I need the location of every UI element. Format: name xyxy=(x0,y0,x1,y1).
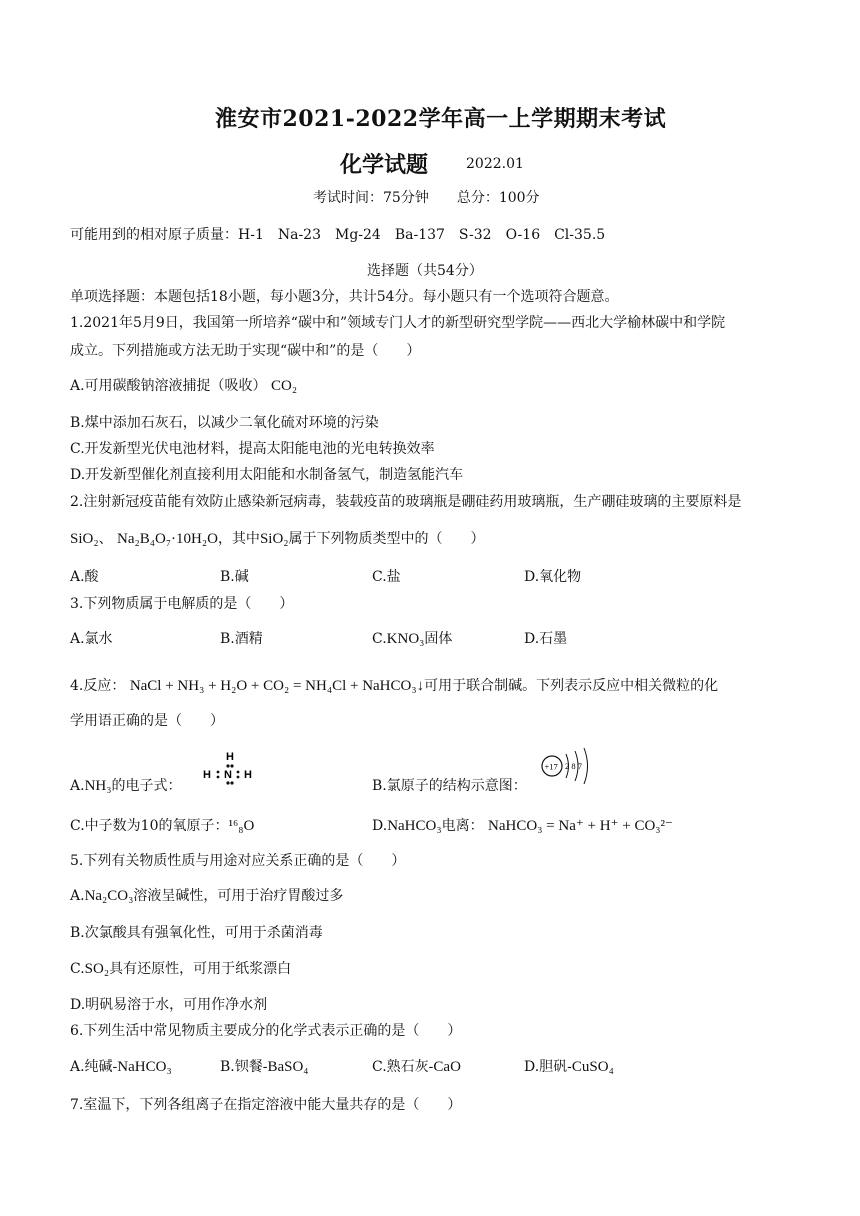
q2-option-c: C.盐 xyxy=(372,569,401,585)
q3-option-c xyxy=(372,630,452,648)
q6-option-d-formula: CuSO₄ xyxy=(571,1059,614,1075)
q6-option-c xyxy=(372,1058,461,1076)
q5-option-a-formula: Na₂CO₃ xyxy=(84,888,134,904)
q4-option-a-prefix: A. xyxy=(70,778,85,794)
q5-stem: 5.下列有关物质性质与用途对应关系正确的是（ ） xyxy=(70,853,406,869)
q6-option-c-prefix: C.熟石灰- xyxy=(372,1059,434,1075)
q4-option-a-suffix: 的电子式： xyxy=(111,778,182,794)
page-subtitle: 化学试题 xyxy=(340,152,429,178)
q1-option-d: D.开发新型催化剂直接利用太阳能和水制备氢气，制造氢能汽车 xyxy=(70,467,464,483)
q4-stem-suffix: 可用于联合制碱。下列表示反应中相关微粒的化 xyxy=(424,678,719,694)
q6-option-d-prefix: D.胆矾- xyxy=(524,1059,572,1075)
q1-option-b: B.煤中添加石灰石，以减少二氧化硫对环境的污染 xyxy=(70,415,379,431)
q2-option-b: B.碱 xyxy=(220,569,249,585)
q2-option-d: D.氧化物 xyxy=(524,569,582,585)
q6-option-a-formula: NaHCO₃ xyxy=(117,1059,172,1075)
q4-stem-line1 xyxy=(70,677,718,695)
q6-option-b-formula: BaSO₄ xyxy=(267,1059,309,1075)
q6-option-a-prefix: A.纯碱- xyxy=(70,1059,118,1075)
q4-option-d xyxy=(372,817,673,835)
q4-option-a xyxy=(70,777,181,795)
q2-stem-line1: 2.注射新冠疫苗能有效防止感染新冠病毒，装载疫苗的玻璃瓶是硼硅药用玻璃瓶，生产硼硅玻璃的主要原料是 xyxy=(70,494,742,510)
q5-option-c-suffix: 具有还原性，可用于纸浆漂白 xyxy=(109,961,292,977)
nh3-electron-dot-icon xyxy=(198,748,268,792)
q5-option-c-formula: SO₂ xyxy=(84,961,110,977)
q5-option-a xyxy=(70,887,343,905)
section-heading: 选择题（共54分） xyxy=(367,263,483,279)
q6-option-a xyxy=(70,1058,172,1076)
q5-option-a-suffix: 溶液呈碱性，可用于治疗胃酸过多 xyxy=(133,888,344,904)
q2-tail: 属于下列物质类型中的（ ） xyxy=(288,531,485,547)
q5-option-d: D.明矾易溶于水，可用作净水剂 xyxy=(70,997,268,1013)
exam-info: 考试时间：75分钟 总分：100分 xyxy=(313,190,540,206)
q3-option-c-prefix: C. xyxy=(372,631,387,647)
q4-option-a-formula: NH₃ xyxy=(84,778,112,794)
exam-date: 2022.01 xyxy=(466,156,524,172)
q4-stem-prefix: 4.反应： xyxy=(70,678,126,694)
q4-stem-line2: 学用语正确的是（ ） xyxy=(70,713,224,729)
section-instructions: 单项选择题：本题包括18小题，每小题3分，共计54分。每小题只有一个选项符合题意。 xyxy=(70,289,619,305)
q4-option-c xyxy=(70,817,254,835)
q6-option-b-prefix: B.钡餐- xyxy=(220,1059,268,1075)
q3-option-c-suffix: 固体 xyxy=(424,631,453,647)
q5-option-c-prefix: C. xyxy=(70,961,85,977)
q7-stem: 7.室温下，下列各组离子在指定溶液中能大量共存的是（ ） xyxy=(70,1097,462,1113)
q3-option-d: D.石墨 xyxy=(524,631,568,647)
cl-atom-structure-icon xyxy=(536,742,598,784)
q6-option-d xyxy=(524,1058,614,1076)
q6-option-c-formula: CaO xyxy=(433,1059,461,1075)
q1-option-a xyxy=(70,377,297,395)
q6-option-b xyxy=(220,1058,309,1076)
q3-option-c-formula: KNO₃ xyxy=(386,631,425,647)
svg-text:H: H xyxy=(203,769,211,781)
cl-shell-counts: 2 8 7 xyxy=(565,761,582,771)
atomic-mass-line: 可能用到的相对原子质量：H-1 Na-23 Mg-24 Ba-137 S-32 O-16 Cl-35.5 xyxy=(70,227,606,243)
q4-option-c-prefix: C.中子数为10的氧原子： xyxy=(70,818,229,834)
cl-nucleus-label: +17 xyxy=(544,761,558,772)
q3-stem: 3.下列物质属于电解质的是（ ） xyxy=(70,596,294,612)
q4-option-b: B.氯原子的结构示意图： xyxy=(372,778,527,794)
q3-option-b: B.酒精 xyxy=(220,631,263,647)
q4-option-d-formula: NaHCO₃ xyxy=(387,818,442,834)
q4-option-d-mid: 电离： xyxy=(441,818,484,834)
q4-option-d-equation: NaHCO₃ = Na⁺ + H⁺ + CO₃²⁻ xyxy=(488,818,673,834)
q2-stem-line2 xyxy=(70,530,485,548)
nh3-top-h: H xyxy=(226,751,234,763)
q5-option-b: B.次氯酸具有强氧化性，可用于杀菌消毒 xyxy=(70,925,323,941)
page-title: 淮安市2021-2022学年高一上学期期末考试 xyxy=(215,106,667,132)
q1-option-a-formula: CO₂ xyxy=(271,378,298,394)
q2-mid: ，其中 xyxy=(217,531,260,547)
svg-text:H: H xyxy=(244,769,252,781)
q5-option-c xyxy=(70,960,291,978)
q2-formula-borax: Na₂B₄O₇·10H₂O xyxy=(117,531,218,547)
q1-stem-line2: 成立。下列措施或方法无助于实现“碳中和”的是（ ） xyxy=(70,343,421,359)
svg-text:N: N xyxy=(224,769,232,781)
q2-formula-sio2-2: SiO₂ xyxy=(259,531,289,547)
q4-option-d-prefix: D. xyxy=(372,818,388,834)
q1-option-a-text: A.可用碳酸钠溶液捕捉（吸收） xyxy=(70,378,267,394)
q4-equation: NaCl + NH₃ + H₂O + CO₂ = NH₄Cl + NaHCO₃↓ xyxy=(129,678,425,694)
q4-option-c-formula: ¹⁶₈O xyxy=(228,818,255,834)
q1-stem-line1: 1.2021年5月9日，我国第一所培养“碳中和”领域专门人才的新型研究型学院——西北大学榆林碳中和学院 xyxy=(70,315,726,331)
q5-option-a-prefix: A. xyxy=(70,888,85,904)
q6-stem: 6.下列生活中常见物质主要成分的化学式表示正确的是（ ） xyxy=(70,1023,462,1039)
q2-formula-sio2: SiO₂ xyxy=(70,531,99,547)
q1-option-c: C.开发新型光伏电池材料，提高太阳能电池的光电转换效率 xyxy=(70,441,435,457)
q2-separator: 、 xyxy=(98,531,113,547)
q3-option-a: A.氯水 xyxy=(70,631,113,647)
q2-option-a: A.酸 xyxy=(70,569,99,585)
